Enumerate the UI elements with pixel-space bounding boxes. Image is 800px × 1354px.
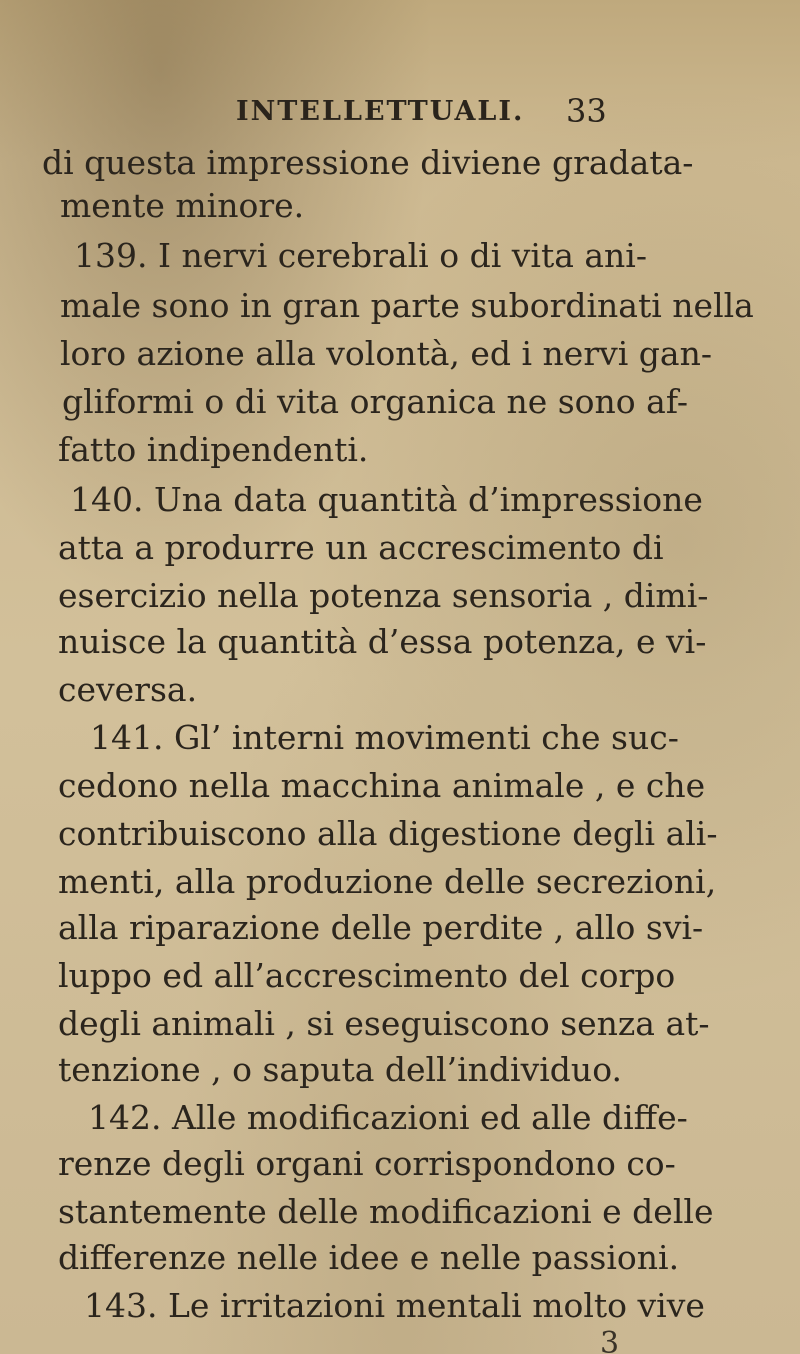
text-line: contribuiscono alla digestione degli ali-	[58, 814, 718, 853]
text-line: gliformi o di vita organica ne sono af-	[62, 382, 689, 421]
text-line: menti, alla produzione delle secrezioni,	[58, 862, 717, 901]
text-line: degli animali , si eseguiscono senza at-	[58, 1004, 710, 1043]
text-line: tenzione , o saputa dell’individuo.	[58, 1050, 622, 1089]
text-line: 140. Una data quantità d’impressione	[70, 480, 703, 519]
text-line: stantemente delle modificazioni e delle	[58, 1192, 714, 1231]
text-line: esercizio nella potenza sensoria , dimi-	[58, 576, 709, 615]
text-line: male sono in gran parte subordinati nella	[60, 286, 754, 325]
text-line: 139. I nervi cerebrali o di vita ani-	[74, 236, 648, 275]
running-head: INTELLETTUALI.	[236, 96, 525, 127]
text-line: alla riparazione delle perdite , allo svi-	[58, 908, 704, 947]
text-line: 143. Le irritazioni mentali molto vive	[84, 1286, 705, 1325]
text-line: loro azione alla volontà, ed i nervi gan-	[60, 334, 712, 373]
text-line: di questa impressione diviene gradata-	[42, 143, 694, 182]
text-line: cedono nella macchina animale , e che	[58, 766, 706, 805]
text-line: 142. Alle modificazioni ed alle diffe-	[88, 1098, 688, 1137]
text-line: ceversa.	[58, 670, 198, 709]
text-line: differenze nelle idee e nelle passioni.	[58, 1238, 680, 1277]
text-line: atta a produrre un accrescimento di	[58, 528, 664, 567]
text-line: 141. Gl’ interni movimenti che suc-	[90, 718, 679, 757]
text-line: luppo ed all’accrescimento del corpo	[58, 956, 676, 995]
text-line: renze degli organi corrispondono co-	[58, 1144, 676, 1183]
text-line: mente minore.	[60, 186, 305, 225]
page-number: 33	[566, 92, 607, 130]
signature-mark: 3	[600, 1326, 620, 1354]
text-line: nuisce la quantità d’essa potenza, e vi-	[58, 622, 707, 661]
text-line: fatto indipendenti.	[58, 430, 369, 469]
